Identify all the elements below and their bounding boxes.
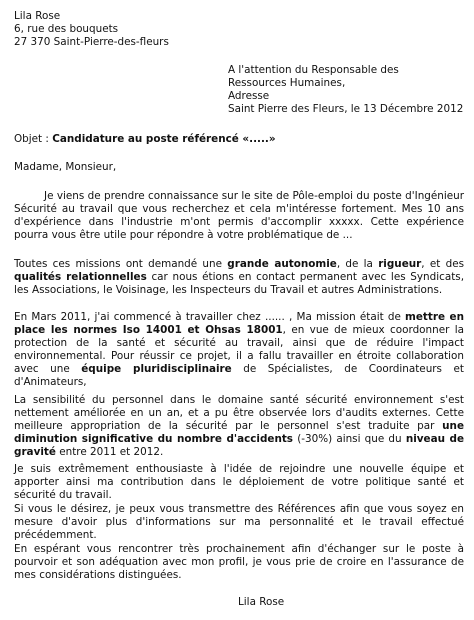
text-segment: de Spécialistes, de Coordinateurs et d'Animateurs, [14,363,464,388]
subject-line [14,133,276,146]
recipient-line-1: A l'attention du Responsable des [228,64,399,76]
bold-segment: mettre en place les normes Iso 14001 et Ohsas 18001 [14,311,464,336]
text-segment: car nous étions en contact permanent avec les Syndicats, les Associations, le Voisinage, les Inspecteurs du Travail et autres Administrations. [14,271,464,296]
paragraph-motivation: Je suis extrêmement enthousiaste à l'idée de rejoindre une nouvelle équipe et apporter ainsi ma contribution dans le déploiement de votre politique santé et sécurité du travail. [14,463,464,501]
paragraph-missions [14,258,464,297]
recipient-block [228,64,463,116]
bold-segment: une diminution significative du nombre d'accidents [14,420,464,445]
recipient-line-3: Adresse [228,90,270,102]
bold-segment: qualités relationnelles [14,271,147,283]
paragraph-references: Si vous le désirez, je peux vous transmettre des Références afin que vous soyez en mesure d'avoir plus d'informations sur ma personnalité et le travail effectué précédemment. [14,503,464,541]
paragraph-intro: Je viens de prendre connaissance sur le site de Pôle-emploi du poste d'Ingénieur Sécurité au travail que vous recherchez et cela m'intéresse fortement. Mes 10 ans d'expérience dans l'industrie m'ont permis d'accomplir xxxxx. Cette expérience pourra vous être utile pour répondre à votre problématique de ... [14,190,464,241]
sender-street: 6, rue des bouquets [14,23,119,35]
text-segment: , en vue de mieux coordonner la protection de la santé et sécurité au travail, ainsi que de réduire l'impact environnemental. Pour réussir ce projet, il a fallu travailler en étroite collaboration avec une [14,324,464,375]
sender-name: Lila Rose [14,10,61,22]
paragraph-experience [14,311,464,389]
bold-segment: équipe pluridisciplinaire [81,363,232,375]
text-segment: entre 2011 et 2012. [55,446,164,458]
signature: Lila Rose [238,596,285,608]
bold-segment: niveau de gravité [14,433,464,458]
paragraph-closing: En espérant vous rencontrer très prochainement afin d'échanger sur le poste à pourvoir et son adéquation avec mon profil, je vous prie de croire en l'assurance de mes considérations distinguées. [14,543,464,581]
text-segment: Toutes ces missions ont demandé une [14,258,228,270]
recipient-line-2: Ressources Humaines, [228,77,346,89]
subject-label: Objet : [14,133,53,145]
subject-text: Candidature au poste référencé «.....» [52,133,276,145]
text-segment: , et des [421,258,464,270]
place-and-date: Saint Pierre des Fleurs, le 13 Décembre 2012 [228,103,464,115]
salutation: Madame, Monsieur, [14,161,117,173]
text-segment: , de la [336,258,379,270]
bold-segment: grande autonomie [227,258,337,270]
bold-segment: rigueur [378,258,422,270]
paragraph-results [14,394,464,459]
sender-city: 27 370 Saint-Pierre-des-fleurs [14,36,169,48]
text-segment: En Mars 2011, j'ai commencé à travailler chez ...... , Ma mission était de [14,311,406,323]
text-segment: La sensibilité du personnel dans le domaine santé sécurité environnement s'est nettement améliorée en un an, et a pu être observée lors d'audits externes. Cette meilleure appropriation de la sécurité par le personnel s'est traduite par [14,394,464,432]
sender-address [14,10,169,49]
text-segment: (-30%) ainsi que du [293,433,406,445]
